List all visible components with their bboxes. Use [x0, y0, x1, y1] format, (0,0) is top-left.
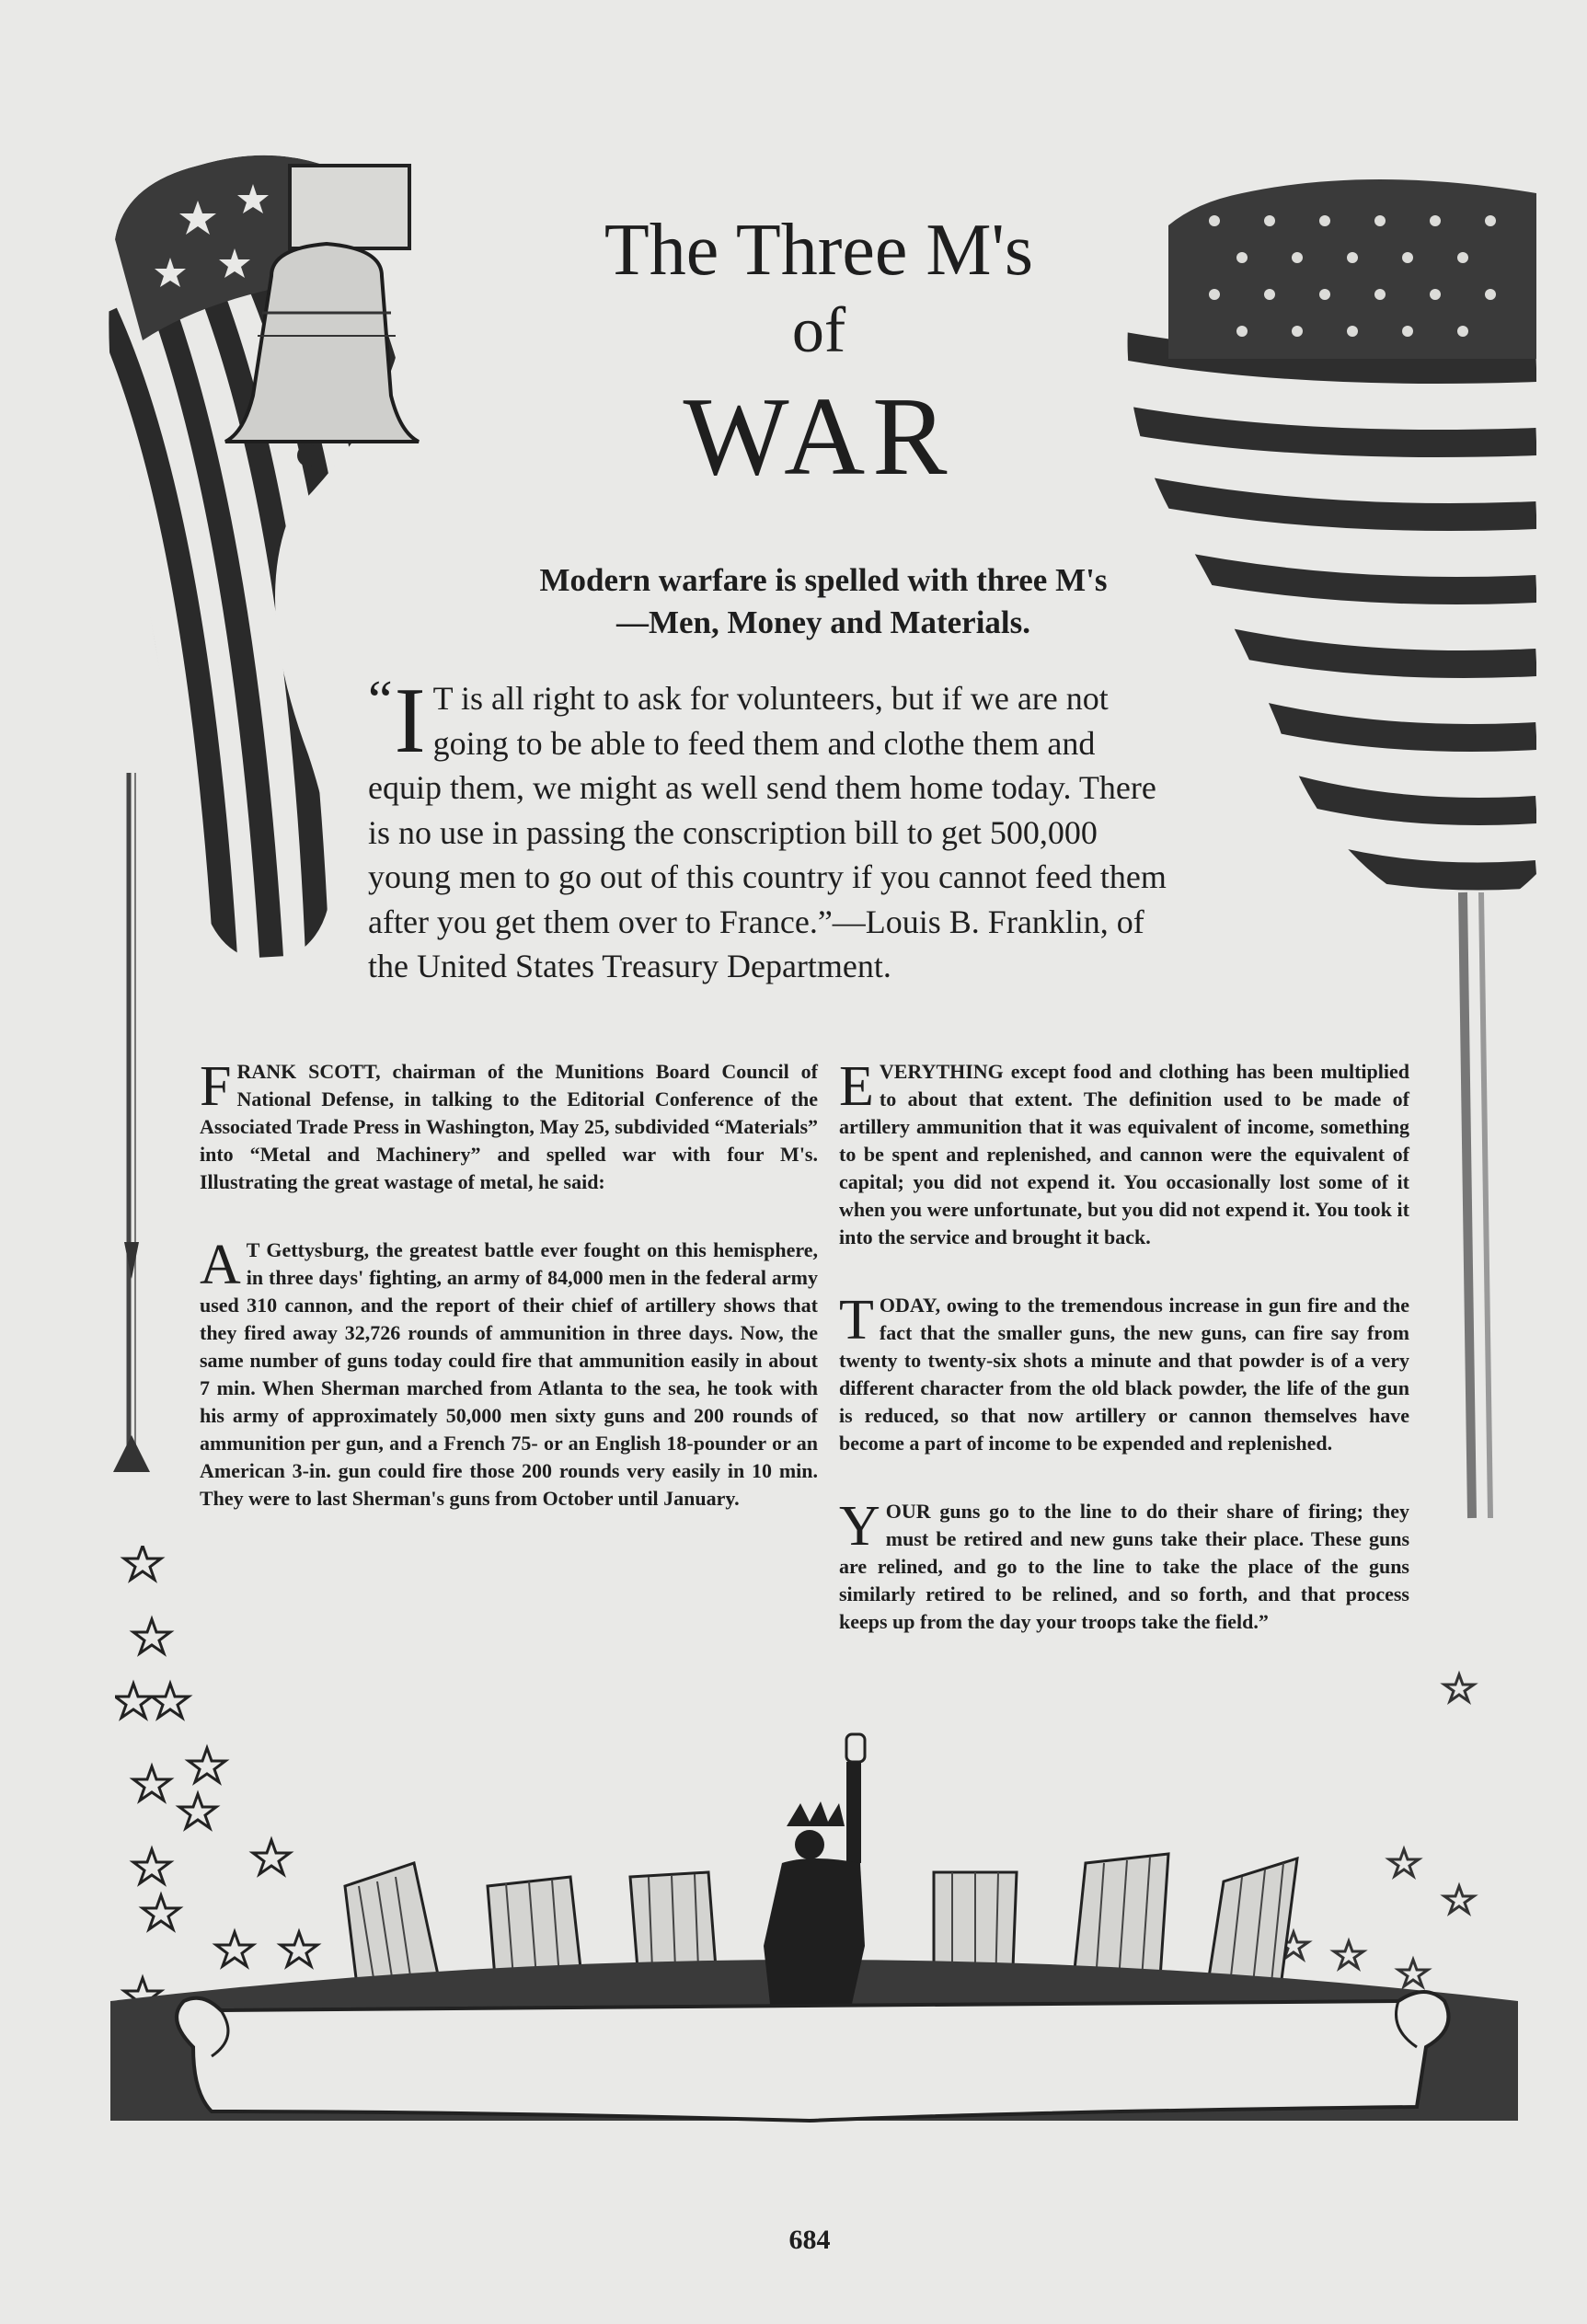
dropcap: A [200, 1234, 241, 1296]
open-quote-mark: “ [368, 670, 393, 731]
paragraph [200, 1234, 818, 1513]
tassel [113, 1435, 150, 1472]
intro-line-2: —Men, Money and Materials. [615, 604, 1031, 640]
right-column [839, 1055, 1409, 1676]
intro-line-1: Modern warfare is spelled with three M's [539, 562, 1108, 598]
opening-quote [368, 669, 1168, 989]
title-line-1: The Three M's [604, 210, 1034, 291]
paragraph-text: ODAY, owing to the tremendous increase in gun fire and the fact that the smaller guns, the new guns, can fire say from twenty to twenty-six shots a minute and that powder is of a very different character from the old black powder, the life of the gun is reduced, so that now artillery or cannon themselves have become a part of income to be expended and replenished. [839, 1294, 1409, 1455]
paragraph-text: VERYTHING except food and clothing has been multiplied to about that extent. The definition used to be made of artillery ammunition that it was equivalent of income, something to be spent and replenished, and cannon were the equivalent of capital; you did not expend it. You occasionally lost some of it when you were unfortunate, but you did not expend it. You took it into the service and brought it back. [839, 1060, 1409, 1248]
dropcap: Y [839, 1495, 880, 1558]
scroll-banner [177, 1992, 1449, 2121]
dropcap: F [200, 1055, 232, 1118]
tassel [124, 1242, 139, 1279]
dropcap: E [839, 1055, 874, 1118]
article-title [543, 207, 1095, 506]
title-line-2: of [791, 295, 846, 366]
paragraph [200, 1055, 818, 1196]
paragraph-text: T Gettysburg, the greatest battle ever fought on this hemisphere, in three days' fighting, an army of 84,000 men in the federal army used 310 cannon, and the report of their chief of artillery shows that they fired away 32,726 rounds of ammunition in three days. Now, the same number of guns today could fire that ammunition easily in about 7 min. When Sherman marched from Atlanta to the sea, he took with his army of approximately 50,000 men sixty guns and 200 rounds of ammunition per gun, and a French 75- or an English 18-pounder or an American 3-in. gun could fire those 200 rounds very easily in 10 min. They were to last Sherman's guns from October until January. [200, 1238, 818, 1510]
statue-of-liberty-banner-illustration [110, 1725, 1518, 2148]
title-line-3: WAR [683, 374, 955, 499]
dropcap: T [839, 1289, 874, 1352]
quote-dropcap: I [394, 669, 426, 773]
intro-subtitle [465, 559, 1182, 644]
paragraph [839, 1055, 1409, 1251]
statue-of-liberty [764, 1734, 865, 2029]
paragraph-text: OUR guns go to the line to do their share of firing; they must be retired and new guns take their place. These guns are relined, and go to the line to take the place of the guns similarly retired to be relined, and so forth, and that process keeps up from the day your troops take the field.” [839, 1500, 1409, 1633]
left-column [200, 1055, 818, 1553]
page-number: 684 [788, 2225, 831, 2255]
paragraph-text: RANK SCOTT, chairman of the Munitions Board Council of National Defense, in talking to the Editorial Conference of the Associated Trade Press in Washington, May 25, subdivided “Materials” into “Metal and Machinery” and spelled war with four M's. Illustrating the great wastage of metal, he said: [200, 1060, 818, 1193]
quote-text: T is all right to ask for volunteers, but if we are not going to be able to feed them and clothe them and equip them, we might as well send them home today. There is no use in passing the conscription bill to get 500,000 young men to go out of this country if you cannot feed them after you get them over to France.”—Louis B. Franklin, of the United States Treasury Department. [368, 680, 1167, 984]
paragraph [839, 1289, 1409, 1457]
